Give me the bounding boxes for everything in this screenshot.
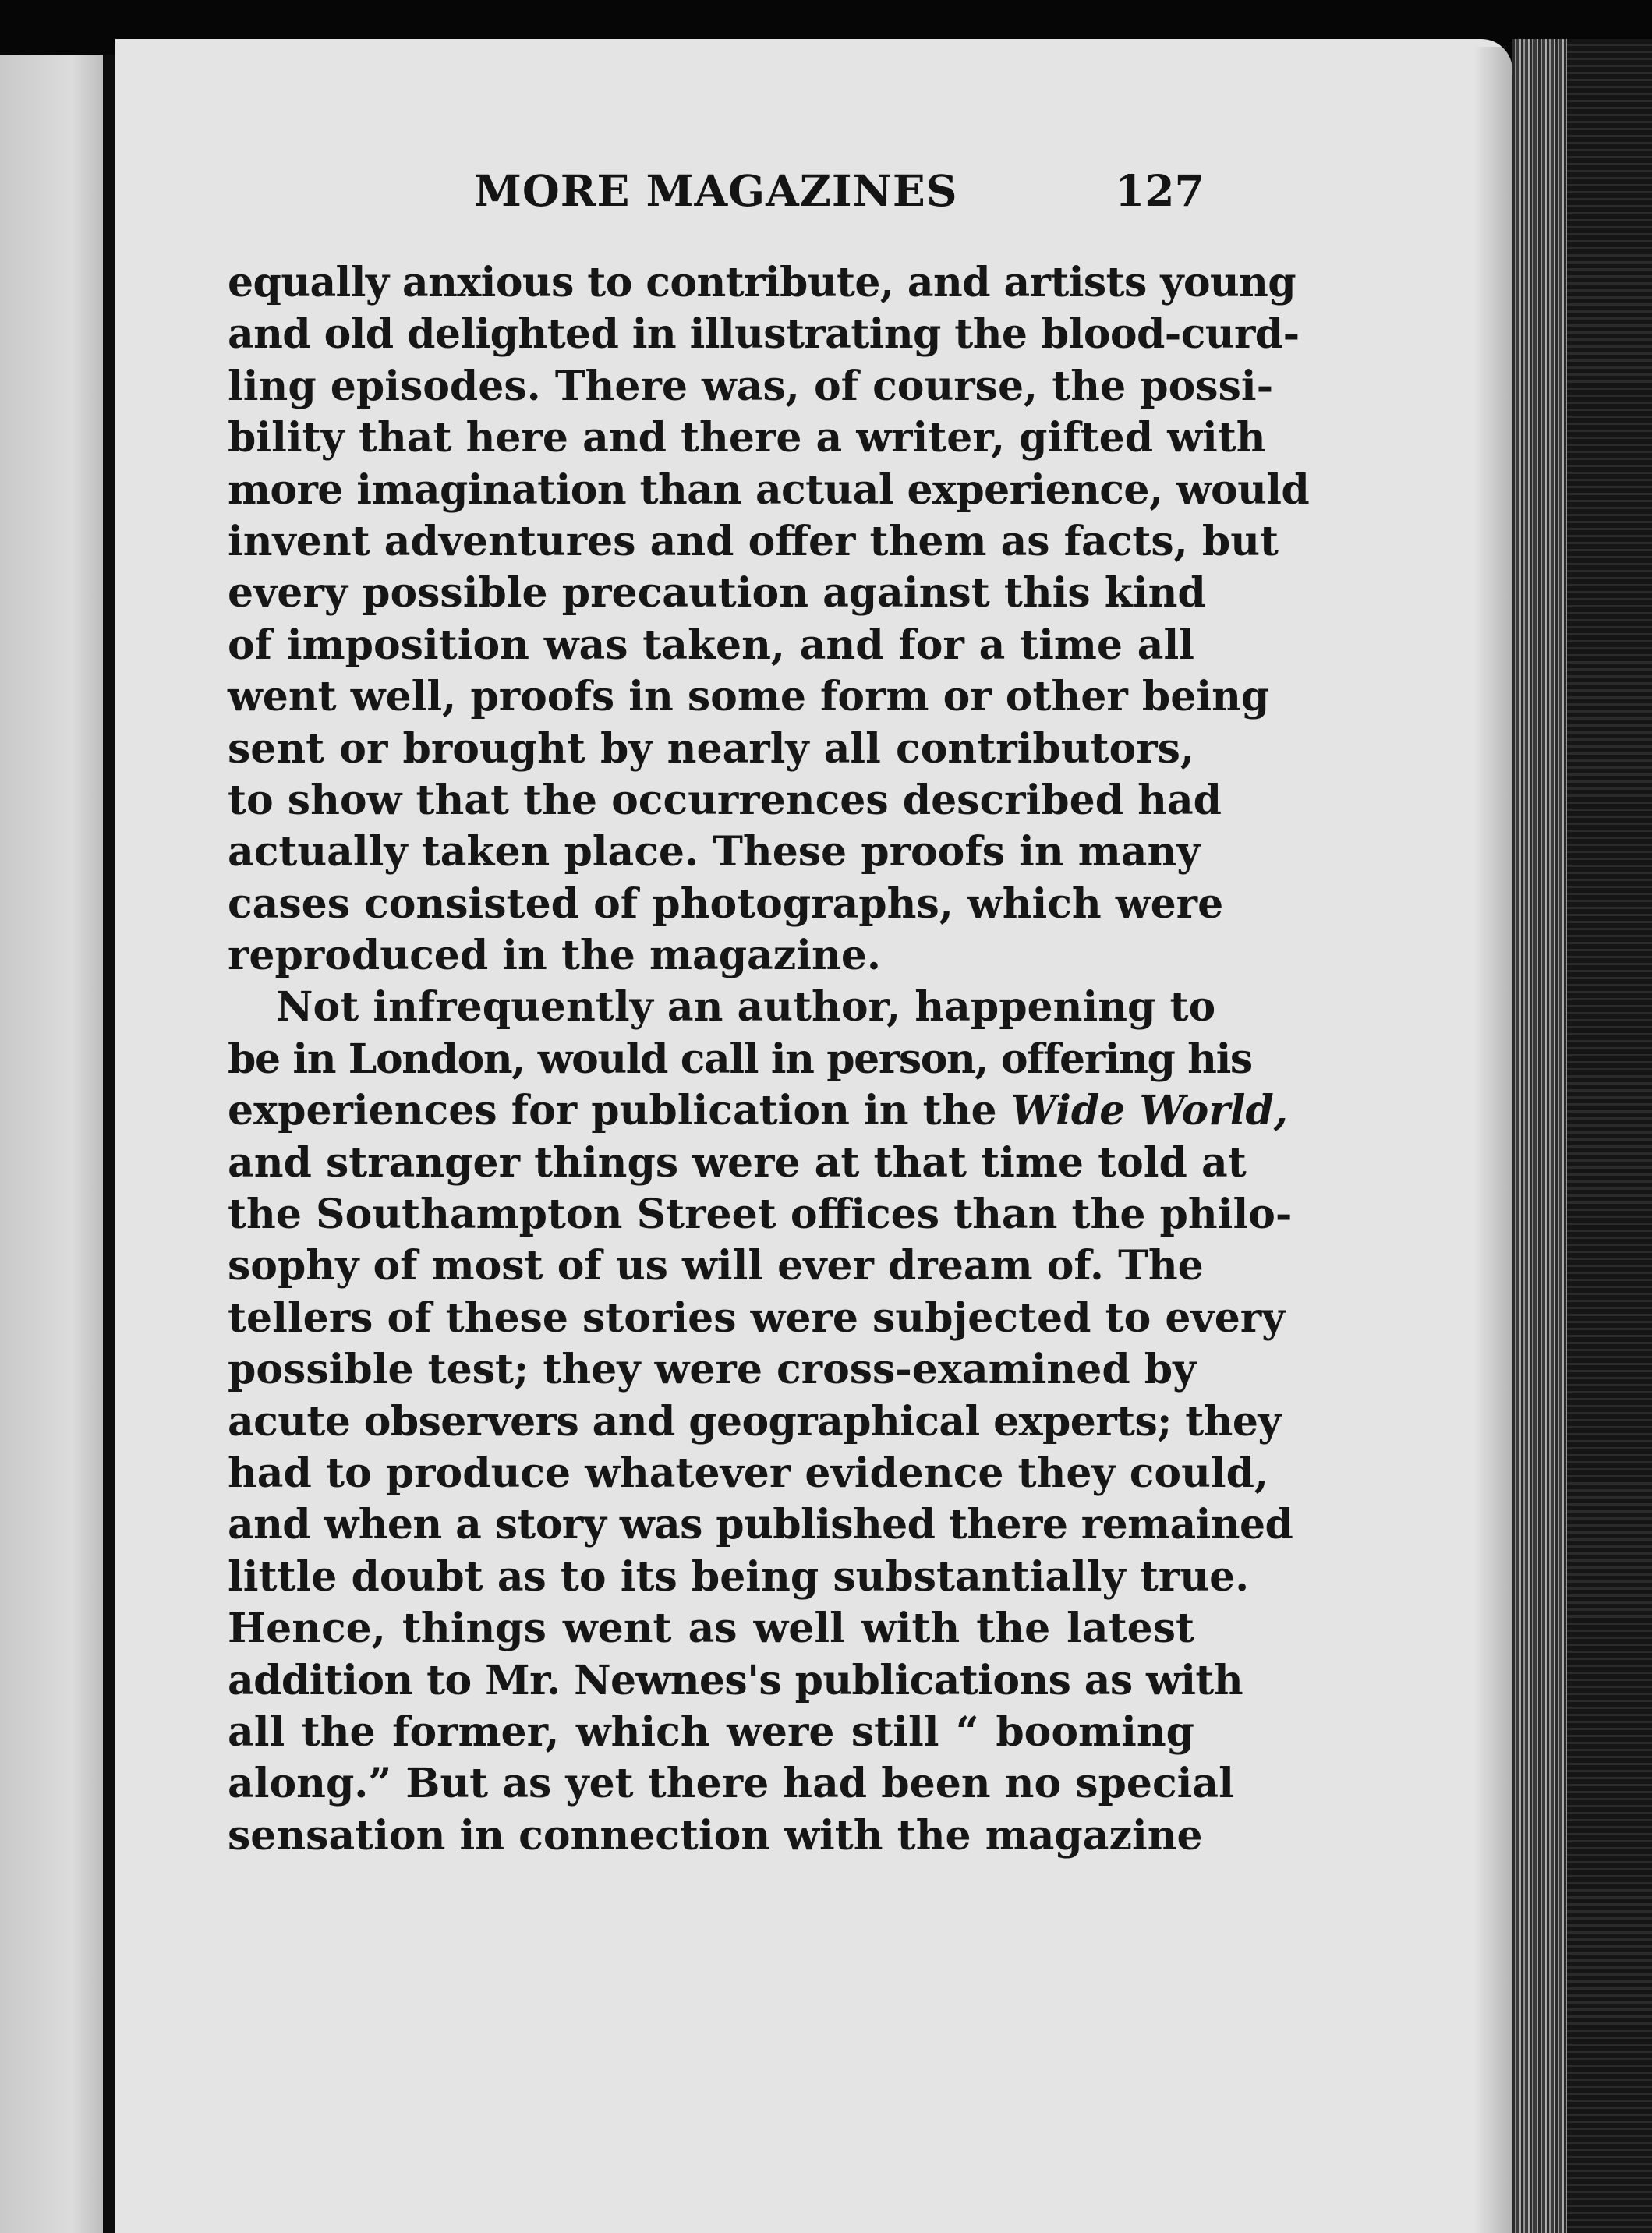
book-cover-edge [1567, 39, 1652, 2233]
running-head: MORE MAGAZINES [474, 165, 958, 216]
text-line: little doubt as to its being substantially true. [228, 1552, 1250, 1601]
text-line: Hence, things went as well with the latest [228, 1605, 1194, 1653]
magazine-title: Wide World, [1010, 1087, 1288, 1135]
text-line: and old delighted in illustrating the blood-curd- [228, 310, 1300, 359]
facing-page-edge [0, 55, 103, 2233]
text-line: sent or brought by nearly all contributors, [228, 724, 1194, 773]
text-line: sensation in connection with the magazine [228, 1811, 1203, 1860]
text-line: actually taken place. These proofs in many [228, 828, 1201, 876]
text-line: and when a story was published there remained [228, 1501, 1293, 1549]
text-line: Not infrequently an author, happening to [276, 983, 1216, 1032]
text-line: addition to Mr. Newnes's publications as with [228, 1656, 1243, 1704]
text-line: every possible precaution against this kind [228, 569, 1206, 618]
text-line: invent adventures and offer them as facts, but [228, 517, 1279, 565]
text-fragment: experiences for publication in the [228, 1087, 997, 1135]
text-line: along.” But as yet there had been no special [228, 1760, 1234, 1808]
text-line: ling episodes. There was, of course, the possi- [228, 362, 1274, 410]
text-line: sophy of most of us will ever dream of. The [228, 1242, 1204, 1290]
text-line: of imposition was taken, and for a time all [228, 621, 1194, 669]
text-line: reproduced in the magazine. [228, 932, 882, 980]
text-line: bility that here and there a writer, gifted with [228, 414, 1266, 462]
text-line: acute observers and geographical experts; they [228, 1397, 1281, 1446]
text-line: equally anxious to contribute, and artists young [228, 259, 1296, 306]
text-line: to show that the occurrences described had [228, 776, 1222, 824]
book-gutter [103, 55, 115, 2233]
text-line: possible test; they were cross-examined by [228, 1346, 1197, 1394]
text-line: more imagination than actual experience, would [228, 465, 1310, 514]
text-line: cases consisted of photographs, which were [228, 879, 1224, 928]
text-line: had to produce whatever evidence they could, [228, 1449, 1269, 1497]
text-line: and stranger things were at that time told at [228, 1138, 1247, 1187]
text-line: the Southampton Street offices than the philo- [228, 1191, 1293, 1239]
text-line: be in London, would call in person, offering his [228, 1035, 1252, 1083]
text-line-with-title [228, 1085, 1288, 1137]
text-line: tellers of these stories were subjected to every [228, 1293, 1286, 1342]
text-line: all the former, which were still “ booming [228, 1707, 1194, 1756]
body-text [228, 257, 1310, 1862]
page-number: 127 [1115, 165, 1205, 216]
text-line: went well, proofs in some form or other being [228, 673, 1270, 721]
